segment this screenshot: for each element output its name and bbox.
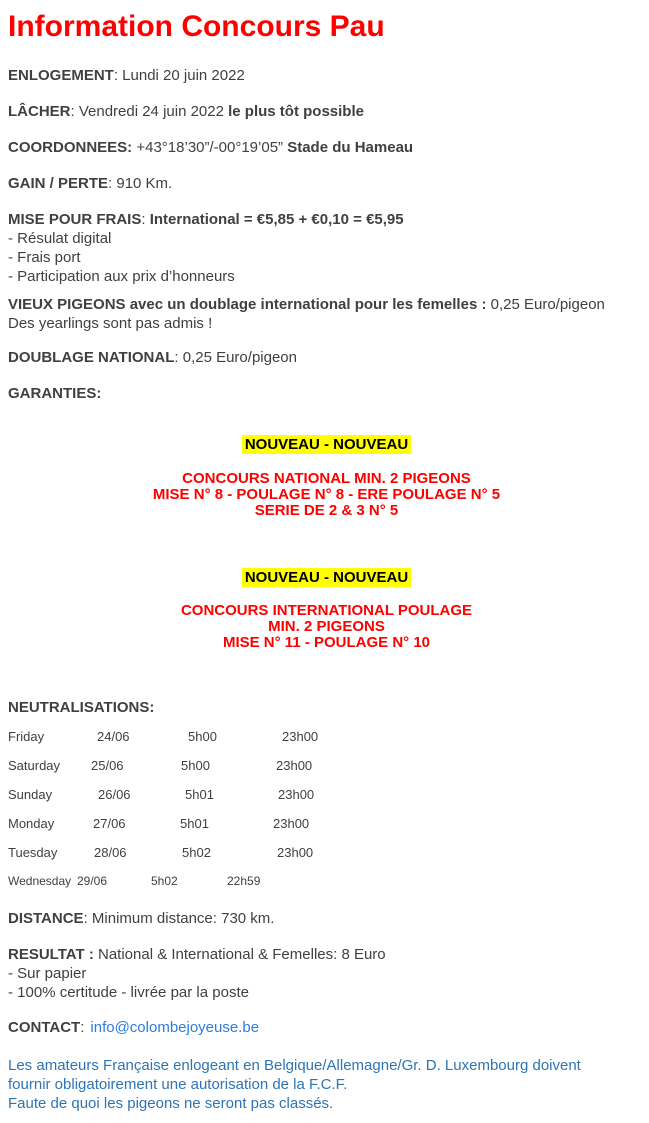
field-lacher-label: LÂCHER	[8, 103, 71, 120]
table-row	[8, 815, 645, 844]
field-enlogement-label: ENLOGEMENT	[8, 67, 114, 84]
neutralisations-table	[8, 728, 645, 899]
table-row	[8, 728, 645, 757]
field-contact	[8, 1018, 645, 1037]
vieux-label: VIEUX PIGEONS avec un doublage international pour les femelles :	[8, 296, 487, 313]
cell-open-time: 5h00	[181, 758, 210, 773]
resultat-heading	[8, 945, 645, 964]
contact-label: CONTACT	[8, 1019, 81, 1036]
neutralisations-heading: NEUTRALISATIONS:	[8, 699, 155, 716]
cell-close-time: 22h59	[227, 874, 261, 888]
footer-line: fournir obligatoirement une autorisation de la F.C.F.	[8, 1076, 348, 1093]
table-row	[8, 873, 645, 899]
concours-international-block	[8, 603, 645, 651]
field-distance	[8, 909, 645, 928]
garanties-label: GARANTIES:	[8, 385, 102, 402]
vieux-line2: Des yearlings sont pas admis !	[8, 315, 213, 332]
cell-day: Monday	[8, 816, 55, 831]
field-enlogement	[8, 66, 645, 85]
cell-date: 28/06	[94, 845, 127, 860]
concours-national-line: CONCOURS NATIONAL MIN. 2 PIGEONS	[182, 470, 471, 487]
mise-bullet-item: - Résulat digital	[8, 230, 112, 247]
distance-label: DISTANCE	[8, 910, 84, 927]
cell-open-time: 5h02	[182, 845, 211, 860]
cell-open-time: 5h00	[188, 729, 217, 744]
cell-date: 26/06	[98, 787, 131, 802]
resultat-bullet-list	[8, 964, 645, 1002]
cell-day: Saturday	[8, 758, 61, 773]
cell-day: Wednesday	[8, 874, 72, 888]
cell-close-time: 23h00	[273, 816, 310, 831]
field-lacher	[8, 102, 645, 121]
field-doublage-national	[8, 348, 645, 367]
resultat-bullet-item: - Sur papier	[8, 965, 87, 982]
field-coordonnees	[8, 138, 645, 157]
field-mise-pour-frais	[8, 210, 645, 286]
cell-date: 24/06	[97, 729, 130, 744]
field-gain-perte-value: : 910 Km.	[108, 175, 173, 192]
table-row	[8, 844, 645, 873]
cell-day: Sunday	[8, 787, 53, 802]
nouveau-banner-1-wrap	[8, 435, 645, 454]
mise-bold-value: International = €5,85 + €0,10 = €5,95	[149, 211, 404, 228]
field-coordonnees-value: +43°18’30”/-00°19’05”	[132, 139, 288, 156]
mise-heading	[8, 210, 645, 229]
cell-open-time: 5h01	[185, 787, 214, 802]
field-gain-perte-label: GAIN / PERTE	[8, 175, 109, 192]
mise-bullet-item: - Participation aux prix d’honneurs	[8, 268, 235, 285]
doublage-value: : 0,25 Euro/pigeon	[174, 349, 297, 366]
resultat-bullet-item: - 100% certitude - livrée par la poste	[8, 984, 249, 1001]
concours-national-line: MISE N° 8 - POULAGE N° 8 - ERE POULAGE N° 5	[152, 486, 501, 503]
cell-date: 27/06	[93, 816, 126, 831]
cell-day: Tuesday	[8, 845, 58, 860]
concours-international-line: MIN. 2 PIGEONS	[268, 618, 385, 635]
footer-line: Faute de quoi les pigeons ne seront pas classés.	[8, 1095, 334, 1112]
mise-bullet-item: - Frais port	[8, 249, 81, 266]
cell-close-time: 23h00	[278, 787, 315, 802]
cell-close-time: 23h00	[276, 758, 313, 773]
mise-label: MISE POUR FRAIS	[8, 211, 142, 228]
field-vieux-pigeons	[8, 295, 645, 333]
cell-date: 25/06	[91, 758, 124, 773]
field-coordonnees-bold-value: Stade du Hameau	[287, 139, 414, 156]
mise-sep: :	[141, 211, 150, 228]
footer-line: Les amateurs Française enlogeant en Belgique/Allemagne/Gr. D. Luxembourg doivent	[8, 1057, 581, 1074]
cell-close-time: 23h00	[277, 845, 314, 860]
field-enlogement-value: : Lundi 20 juin 2022	[113, 67, 245, 84]
table-row	[8, 757, 645, 786]
cell-day: Friday	[8, 729, 45, 744]
field-resultat	[8, 945, 645, 1002]
resultat-value: National & International & Femelles: 8 Euro	[93, 946, 386, 963]
concours-international-line: MISE N° 11 - POULAGE N° 10	[222, 634, 431, 651]
cell-open-time: 5h02	[151, 874, 178, 888]
mise-bullet-list	[8, 229, 645, 286]
concours-national-line: SERIE DE 2 & 3 N° 5	[254, 502, 399, 519]
contact-email-link[interactable]: info@colombejoyeuse.be	[90, 1019, 260, 1036]
concours-national-block	[8, 471, 645, 519]
resultat-label: RESULTAT :	[8, 946, 94, 963]
field-gain-perte	[8, 174, 645, 193]
nouveau-banner: NOUVEAU - NOUVEAU	[242, 568, 411, 587]
field-lacher-bold-value: le plus tôt possible	[228, 103, 364, 120]
cell-close-time: 23h00	[282, 729, 319, 744]
cell-date: 29/06	[77, 874, 108, 888]
vieux-line1	[8, 295, 645, 314]
field-coordonnees-label: COORDONNEES:	[8, 139, 133, 156]
nouveau-banner: NOUVEAU - NOUVEAU	[242, 435, 411, 454]
page-title: Information Concours Pau	[8, 10, 385, 43]
concours-international-line: CONCOURS INTERNATIONAL POULAGE	[180, 602, 473, 619]
doublage-label: DOUBLAGE NATIONAL	[8, 349, 175, 366]
field-garanties	[8, 384, 645, 403]
table-row	[8, 786, 645, 815]
field-lacher-value: : Vendredi 24 juin 2022	[70, 103, 229, 120]
nouveau-banner-2-wrap	[8, 568, 645, 587]
vieux-value: 0,25 Euro/pigeon	[486, 296, 605, 313]
cell-open-time: 5h01	[180, 816, 209, 831]
contact-sep: :	[80, 1019, 85, 1036]
distance-value: : Minimum distance: 730 km.	[83, 910, 275, 927]
footer-notice	[8, 1056, 645, 1113]
